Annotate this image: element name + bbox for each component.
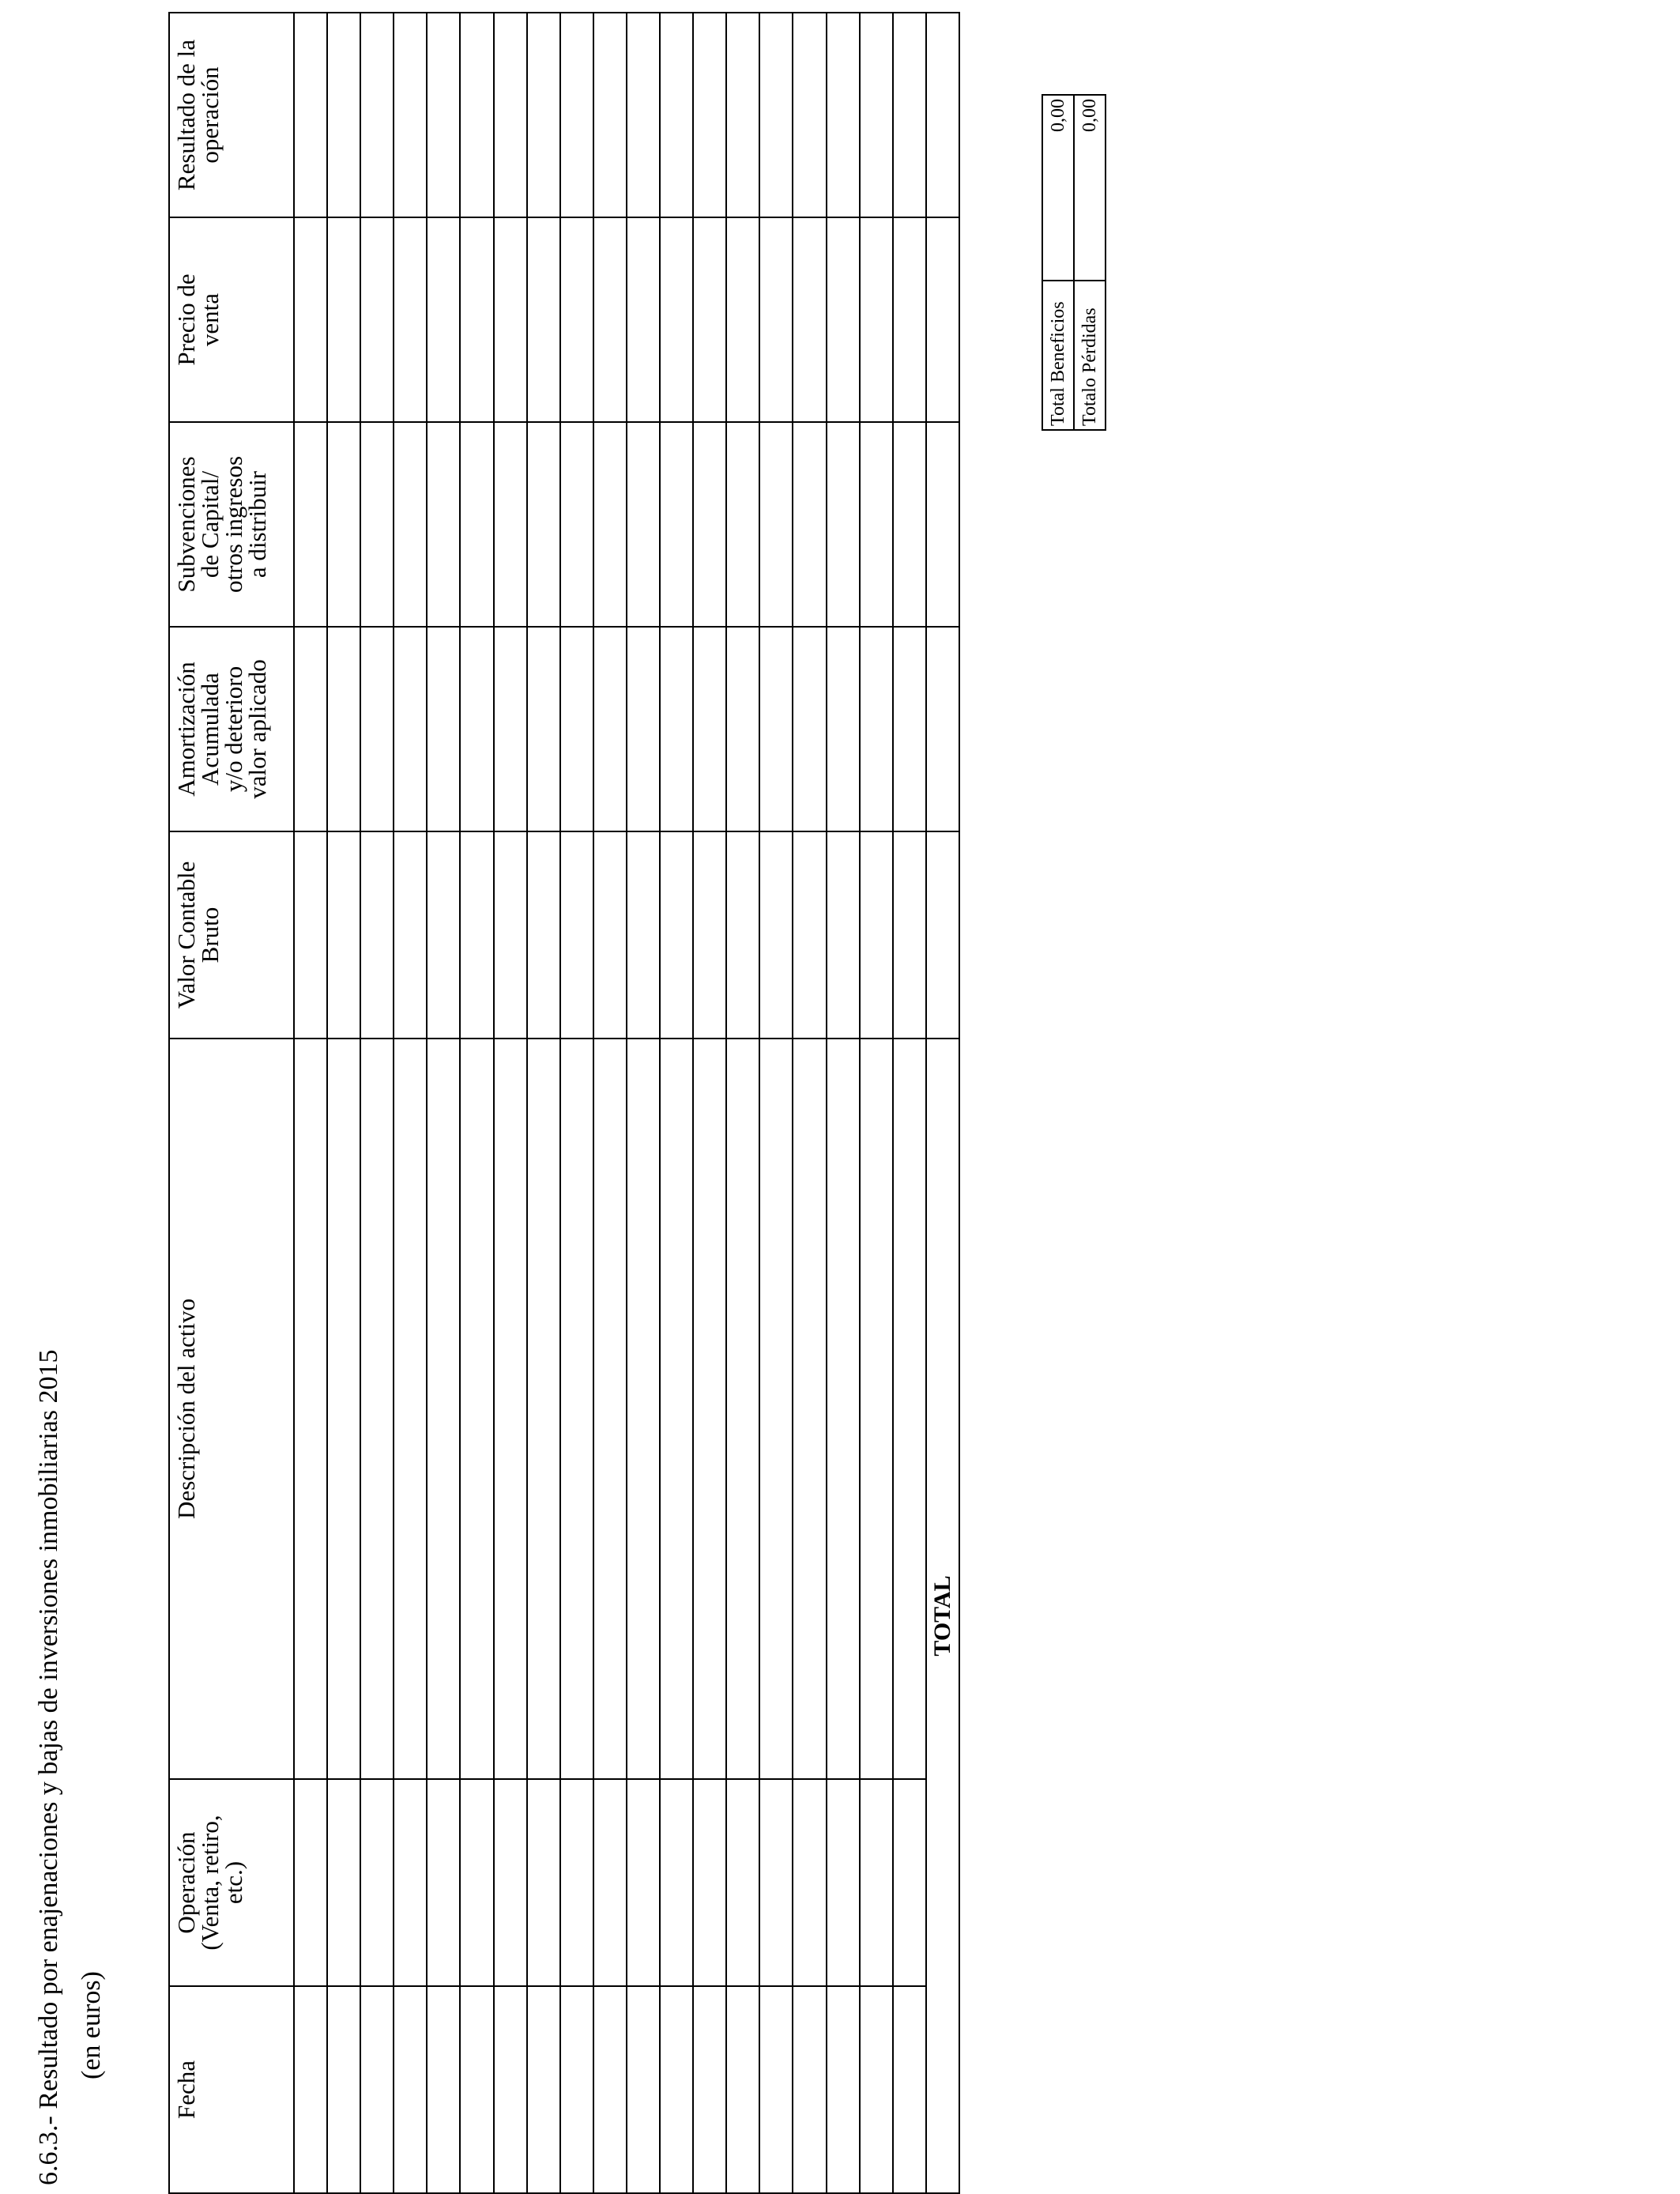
table-cell[interactable] [726, 1039, 759, 1779]
table-cell[interactable] [593, 13, 627, 217]
table-cell[interactable] [793, 1986, 826, 2193]
summary-label: Totalo Pérdidas [1074, 281, 1106, 430]
header-descripcion [169, 1039, 294, 1779]
table-cell[interactable] [427, 627, 460, 831]
table-cell[interactable] [893, 1039, 926, 1779]
table-row [427, 13, 460, 2193]
table-cell[interactable] [759, 217, 793, 422]
table-cell[interactable] [560, 627, 593, 831]
table-cell[interactable] [527, 1779, 560, 1986]
table-cell[interactable] [527, 1039, 560, 1779]
table-cell[interactable] [294, 627, 327, 831]
section-title: 6.6.3.- Resultado por enajenaciones y bajas de inversiones inmobiliarias 2015 [34, 1349, 63, 2185]
table-cell[interactable] [494, 1779, 527, 1986]
table-cell[interactable] [593, 1986, 627, 2193]
table-cell[interactable] [693, 1986, 726, 2193]
table-cell[interactable] [660, 831, 693, 1039]
table-cell[interactable] [494, 422, 527, 627]
header-line: Bruto [196, 907, 224, 963]
table-cell[interactable] [860, 1986, 893, 2193]
header-line: valor aplicado [243, 659, 271, 799]
table-cell[interactable] [660, 13, 693, 217]
table-cell[interactable] [327, 1986, 360, 2193]
table-cell[interactable] [427, 13, 460, 217]
table-cell[interactable] [494, 1986, 527, 2193]
header-fecha [169, 1986, 294, 2193]
table-row [294, 13, 327, 2193]
table-cell[interactable] [294, 217, 327, 422]
table-cell[interactable] [660, 217, 693, 422]
table-cell[interactable] [827, 217, 860, 422]
header-amortizacion [169, 627, 294, 831]
table-cell[interactable] [494, 217, 527, 422]
table-cell[interactable] [360, 217, 394, 422]
summary-value: 0,00 [1042, 95, 1074, 281]
header-line: otros ingresos [220, 455, 247, 594]
table-row [494, 13, 527, 2193]
header-resultado [169, 13, 294, 217]
table-cell[interactable] [726, 422, 759, 627]
table-cell[interactable] [460, 1779, 493, 1986]
table-cell[interactable] [827, 831, 860, 1039]
header-line: Resultado de la [172, 39, 200, 191]
table-row [660, 13, 693, 2193]
table-cell[interactable] [860, 1039, 893, 1779]
table-cell[interactable] [327, 831, 360, 1039]
table-row [627, 13, 660, 2193]
table-cell[interactable] [427, 1779, 460, 1986]
table-cell[interactable] [793, 422, 826, 627]
table-row [693, 13, 726, 2193]
total-cell[interactable] [926, 217, 959, 422]
table-cell[interactable] [827, 422, 860, 627]
table-cell[interactable] [793, 831, 826, 1039]
header-line: Precio de [172, 273, 200, 366]
table-cell[interactable] [627, 13, 660, 217]
table-cell[interactable] [527, 13, 560, 217]
table-cell[interactable] [427, 1039, 460, 1779]
table-row [860, 13, 893, 2193]
table-cell[interactable] [294, 1779, 327, 1986]
header-line: Subvenciones [172, 456, 200, 593]
table-cell[interactable] [627, 1779, 660, 1986]
table-cell[interactable] [527, 1986, 560, 2193]
table-cell[interactable] [627, 627, 660, 831]
table-cell[interactable] [860, 217, 893, 422]
table-cell[interactable] [394, 13, 427, 217]
table-cell[interactable] [460, 1039, 493, 1779]
section-subtitle: (en euros) [77, 1971, 106, 2079]
summary-row [1042, 95, 1074, 430]
table-cell[interactable] [693, 217, 726, 422]
header-line: de Capital/ [196, 470, 224, 579]
table-cell[interactable] [860, 422, 893, 627]
table-cell[interactable] [560, 1779, 593, 1986]
table-cell[interactable] [327, 627, 360, 831]
table-cell[interactable] [793, 627, 826, 831]
table-cell[interactable] [360, 1986, 394, 2193]
table-cell[interactable] [793, 217, 826, 422]
table-cell[interactable] [893, 422, 926, 627]
summary-row [1074, 95, 1106, 430]
table-cell[interactable] [660, 1779, 693, 1986]
table-cell[interactable] [693, 1039, 726, 1779]
table-cell[interactable] [893, 1986, 926, 2193]
table-cell[interactable] [893, 627, 926, 831]
table-row [726, 13, 759, 2193]
table-cell[interactable] [759, 1039, 793, 1779]
table-row [527, 13, 560, 2193]
table-cell[interactable] [294, 1039, 327, 1779]
table-cell[interactable] [360, 422, 394, 627]
table-cell[interactable] [360, 13, 394, 217]
table-cell[interactable] [527, 217, 560, 422]
table-cell[interactable] [327, 1779, 360, 1986]
table-row [793, 13, 826, 2193]
table-cell[interactable] [759, 1779, 793, 1986]
summary-label: Total Beneficios [1042, 281, 1074, 430]
table-cell[interactable] [893, 217, 926, 422]
table-cell[interactable] [759, 627, 793, 831]
table-cell[interactable] [460, 422, 493, 627]
table-cell[interactable] [860, 1779, 893, 1986]
table-cell[interactable] [693, 831, 726, 1039]
header-line: Operación [172, 1831, 200, 1934]
table-cell[interactable] [460, 13, 493, 217]
enajenaciones-table [168, 12, 960, 2194]
table-cell[interactable] [860, 627, 893, 831]
table-cell[interactable] [593, 422, 627, 627]
table-cell[interactable] [759, 422, 793, 627]
table-cell[interactable] [593, 1779, 627, 1986]
table-cell[interactable] [660, 1986, 693, 2193]
table-cell[interactable] [893, 831, 926, 1039]
table-cell[interactable] [593, 831, 627, 1039]
header-subvenciones [169, 422, 294, 627]
table-cell[interactable] [759, 13, 793, 217]
table-cell[interactable] [427, 422, 460, 627]
total-label: TOTAL [926, 1039, 959, 2193]
total-cell[interactable] [926, 627, 959, 831]
table-cell[interactable] [593, 1039, 627, 1779]
table-cell[interactable] [427, 217, 460, 422]
table-cell[interactable] [759, 1986, 793, 2193]
table-cell[interactable] [693, 422, 726, 627]
table-row [460, 13, 493, 2193]
table-cell[interactable] [394, 1779, 427, 1986]
header-line: (Venta, retiro, [196, 1815, 224, 1951]
header-line: Amortización [172, 662, 200, 797]
table-cell[interactable] [494, 831, 527, 1039]
table-cell[interactable] [793, 13, 826, 217]
header-line: Fecha [172, 2060, 200, 2120]
table-header-row [169, 13, 294, 2193]
table-cell[interactable] [660, 627, 693, 831]
table-cell[interactable] [627, 1986, 660, 2193]
table-cell[interactable] [793, 1039, 826, 1779]
table-cell[interactable] [527, 422, 560, 627]
total-cell[interactable] [926, 13, 959, 217]
table-cell[interactable] [494, 13, 527, 217]
table-cell[interactable] [394, 627, 427, 831]
table-cell[interactable] [893, 1779, 926, 1986]
table-cell[interactable] [360, 627, 394, 831]
table-cell[interactable] [527, 627, 560, 831]
table-cell[interactable] [860, 831, 893, 1039]
table-cell[interactable] [893, 13, 926, 217]
table-row [394, 13, 427, 2193]
header-line: venta [196, 292, 224, 347]
table-row [593, 13, 627, 2193]
table-cell[interactable] [527, 831, 560, 1039]
table-cell[interactable] [494, 627, 527, 831]
table-cell[interactable] [394, 217, 427, 422]
header-operacion [169, 1779, 294, 1986]
table-cell[interactable] [460, 627, 493, 831]
table-cell[interactable] [494, 1039, 527, 1779]
table-cell[interactable] [627, 831, 660, 1039]
table-cell[interactable] [394, 422, 427, 627]
table-cell[interactable] [827, 1779, 860, 1986]
table-cell[interactable] [560, 831, 593, 1039]
table-cell[interactable] [693, 1779, 726, 1986]
total-cell[interactable] [926, 831, 959, 1039]
table-cell[interactable] [327, 422, 360, 627]
table-cell[interactable] [726, 831, 759, 1039]
table-cell[interactable] [660, 422, 693, 627]
table-cell[interactable] [726, 217, 759, 422]
table-cell[interactable] [327, 217, 360, 422]
table-row [327, 13, 360, 2193]
table-cell[interactable] [294, 1986, 327, 2193]
table-cell[interactable] [593, 217, 627, 422]
header-line: a distribuir [243, 470, 271, 579]
table-cell[interactable] [560, 1039, 593, 1779]
table-row [893, 13, 926, 2193]
table-cell[interactable] [827, 13, 860, 217]
table-cell[interactable] [660, 1039, 693, 1779]
table-cell[interactable] [360, 831, 394, 1039]
header-line: etc.) [220, 1860, 247, 1905]
table-cell[interactable] [860, 13, 893, 217]
table-cell[interactable] [560, 422, 593, 627]
table-cell[interactable] [327, 1039, 360, 1779]
table-cell[interactable] [427, 1986, 460, 2193]
table-cell[interactable] [560, 217, 593, 422]
table-cell[interactable] [726, 1986, 759, 2193]
table-cell[interactable] [759, 831, 793, 1039]
table-cell[interactable] [460, 831, 493, 1039]
table-cell[interactable] [593, 627, 627, 831]
header-line: Valor Contable [172, 861, 200, 1009]
table-cell[interactable] [827, 627, 860, 831]
header-line: Acumulada [196, 673, 224, 786]
table-cell[interactable] [460, 217, 493, 422]
total-cell[interactable] [926, 422, 959, 627]
table-row [827, 13, 860, 2193]
table-cell[interactable] [693, 627, 726, 831]
header-valor-contable [169, 831, 294, 1039]
table-row [560, 13, 593, 2193]
table-cell[interactable] [726, 13, 759, 217]
header-line: Descripción del activo [172, 1299, 200, 1519]
table-cell[interactable] [627, 1039, 660, 1779]
table-cell[interactable] [294, 13, 327, 217]
total-row [926, 13, 959, 2193]
table-row [759, 13, 793, 2193]
table-cell[interactable] [327, 13, 360, 217]
table-cell[interactable] [394, 1039, 427, 1779]
table-cell[interactable] [693, 13, 726, 217]
table-cell[interactable] [726, 1779, 759, 1986]
table-cell[interactable] [394, 831, 427, 1039]
header-line: operación [196, 66, 224, 164]
summary-value: 0,00 [1074, 95, 1106, 281]
table-cell[interactable] [627, 422, 660, 627]
table-cell[interactable] [726, 627, 759, 831]
table-cell[interactable] [560, 13, 593, 217]
table-cell[interactable] [427, 831, 460, 1039]
table-cell[interactable] [294, 422, 327, 627]
table-row [360, 13, 394, 2193]
table-cell[interactable] [294, 831, 327, 1039]
table-cell[interactable] [827, 1986, 860, 2193]
table-cell[interactable] [394, 1986, 427, 2193]
table-cell[interactable] [560, 1986, 593, 2193]
table-cell[interactable] [460, 1986, 493, 2193]
table-cell[interactable] [827, 1039, 860, 1779]
table-cell[interactable] [360, 1039, 394, 1779]
summary-table [1042, 94, 1106, 431]
table-cell[interactable] [793, 1779, 826, 1986]
table-cell[interactable] [360, 1779, 394, 1986]
table-cell[interactable] [627, 217, 660, 422]
header-line: y/o deterioro [220, 665, 247, 793]
header-precio-venta [169, 217, 294, 422]
